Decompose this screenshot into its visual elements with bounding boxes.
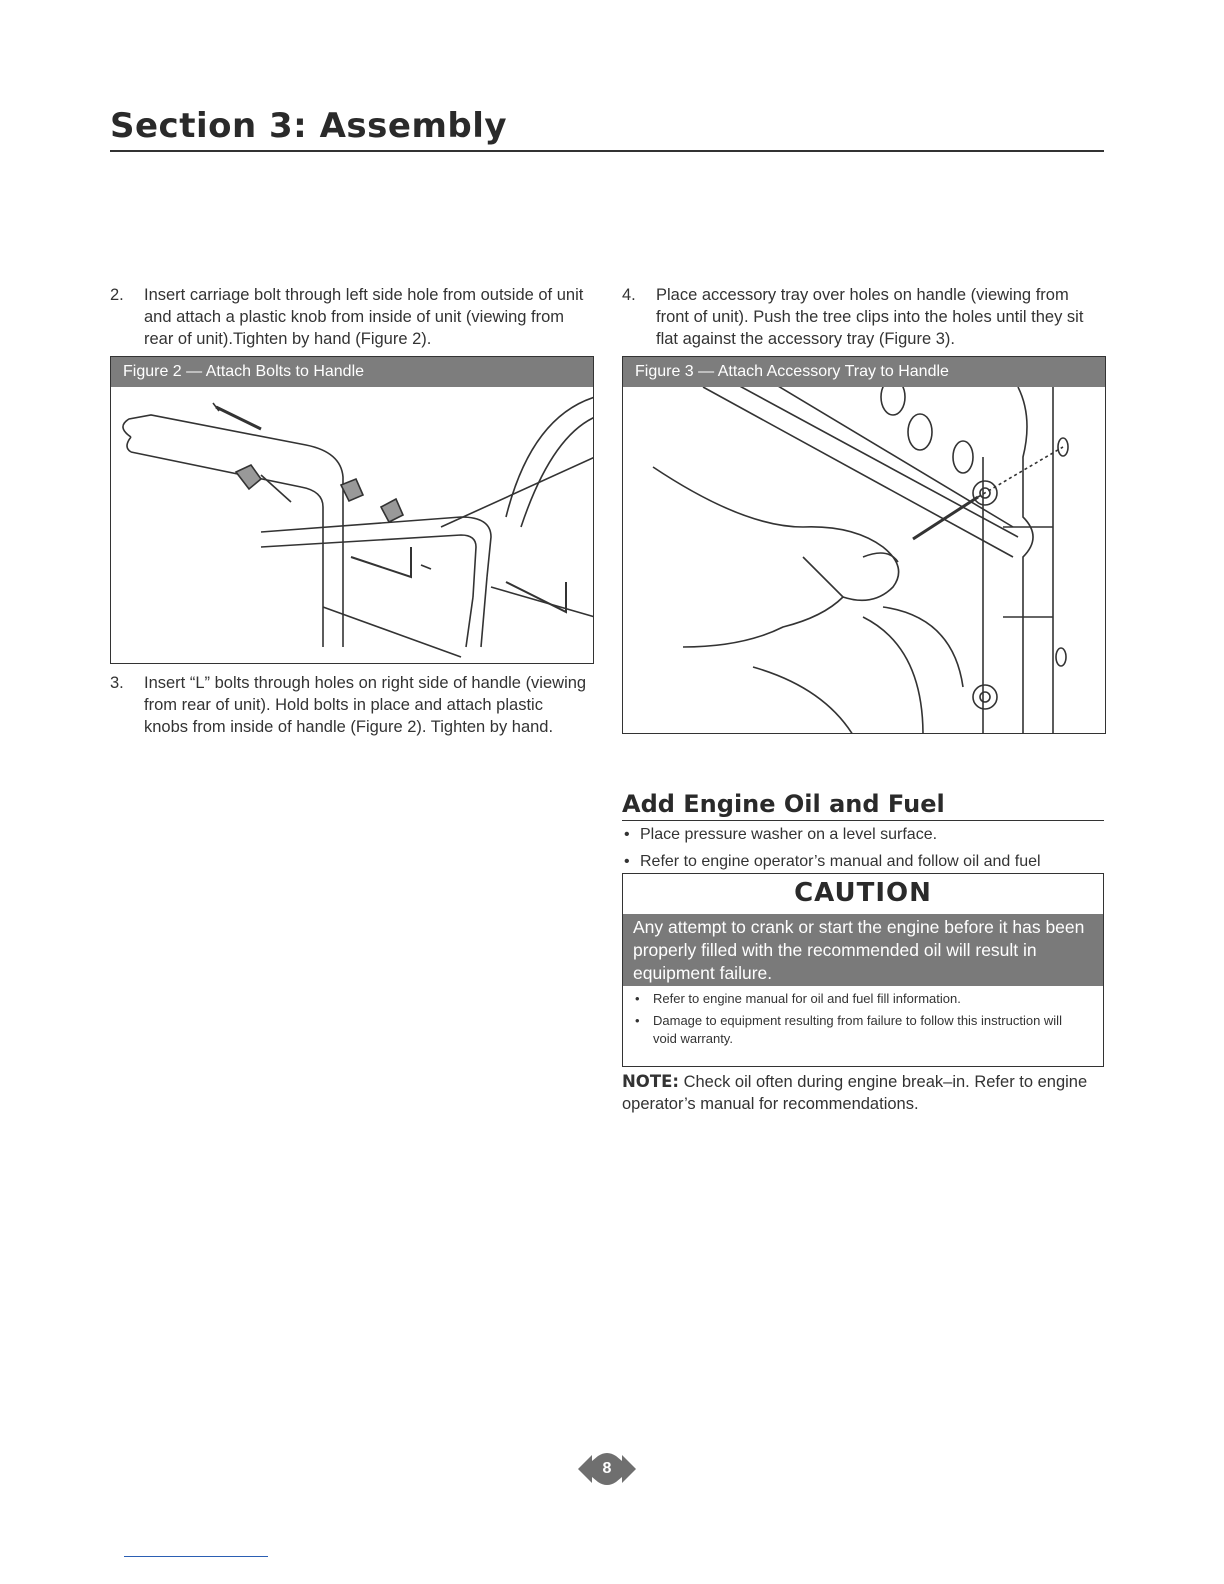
figure-3-illustration [623,357,1106,734]
list-item: • Damage to equipment resulting from failure to follow this instruction will void warranty. [635,1013,1062,1046]
page-number-badge [578,1452,636,1491]
figure-2-caption: Figure 2 — Attach Bolts to Handle [111,357,593,387]
list-item: • Refer to engine manual for oil and fuel fill information. [635,991,961,1006]
step-text: Place accessory tray over holes on handle (viewing from front of unit). Push the tree clips into the holes until they sit flat against the accessory tray (Figure 3). [656,286,1084,348]
step-4 [622,284,1104,350]
step-text: Insert “L” bolts through holes on right side of handle (viewing from rear of unit). Hold bolts in place and attach plastic knobs from inside of handle (Figure 2). Tighten by hand. [144,674,587,736]
note [622,1071,1106,1115]
note-label: NOTE: [622,1072,679,1091]
page-number: 8 [602,1460,612,1477]
step-number: 3. [110,674,124,692]
section-title: Section 3: Assembly [110,106,1104,152]
step-2 [110,284,588,350]
note-text: Check oil often during engine break–in. Refer to engine operator’s manual for recommendations. [622,1073,1088,1113]
caution-list [623,990,1103,1052]
caution-title: CAUTION [794,878,932,908]
caution-box [622,873,1104,1067]
step-number: 2. [110,286,124,304]
figure-2-illustration [111,357,594,664]
figure-3 [622,356,1106,734]
figure-2 [110,356,594,664]
oil-fuel-heading: Add Engine Oil and Fuel [622,790,1104,821]
step-3 [110,672,588,738]
figure-3-caption: Figure 3 — Attach Accessory Tray to Handle [623,357,1105,387]
list-item: • Place pressure washer on a level surface. [624,826,938,843]
list-item: • Refer to engine operator’s manual and follow oil and fuel [624,853,1041,870]
step-text: Insert carriage bolt through left side hole from outside of unit and attach a plastic knob from inside of unit (viewing from rear of unit).Tighten by hand (Figure 2). [144,286,584,348]
footer-rule [124,1556,268,1557]
step-number: 4. [622,286,636,304]
caution-warning: Any attempt to crank or start the engine before it has been properly filled with the recommended oil will result in equipment failure. [623,914,1103,986]
